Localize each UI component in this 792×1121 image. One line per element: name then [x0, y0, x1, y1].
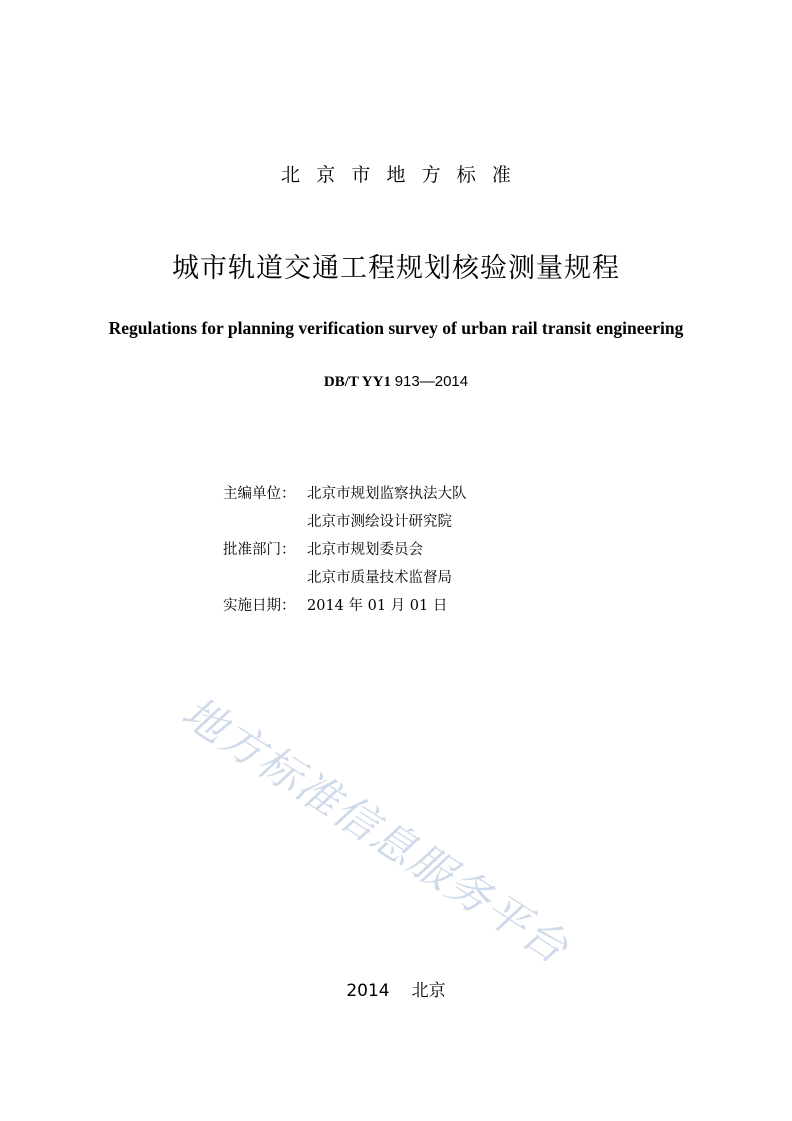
info-row [223, 595, 467, 623]
title-english: Regulations for planning verification survey of urban rail transit engineering [108, 318, 684, 338]
info-row [223, 539, 467, 567]
info-label-editor: 主编单位： [223, 486, 296, 502]
title-chinese: 城市轨道交通工程规划核验测量规程 [172, 253, 620, 284]
info-row [223, 567, 467, 595]
info-label-approver: 批准部门： [223, 542, 296, 558]
info-label-blank [223, 567, 307, 595]
standard-code [0, 373, 792, 391]
info-value-approver-2: 北京市质量技术监督局 [307, 570, 452, 586]
info-value-effective-date: 2014 年 01 月 01 日 [307, 598, 448, 614]
info-label-effective-date: 实施日期： [223, 598, 296, 614]
info-value-approver-1: 北京市规划委员会 [307, 542, 423, 558]
footer-place: 北京 [411, 981, 446, 1001]
footer-year: 2014 [346, 981, 390, 1001]
info-value-editor-2: 北京市测绘设计研究院 [307, 514, 452, 530]
info-value-editor-1: 北京市规划监察执法大队 [307, 486, 467, 502]
info-label-blank [223, 511, 307, 539]
info-row [223, 511, 467, 539]
info-row [223, 483, 467, 511]
watermark: 地方标准信息服务平台 [172, 687, 578, 975]
footer [0, 976, 792, 1001]
standard-type-heading: 北京市地方标准 [281, 164, 528, 186]
info-block [223, 483, 467, 623]
standard-code-prefix: DB/T YY1 [323, 374, 391, 390]
standard-code-number: 913—2014 [394, 373, 469, 390]
